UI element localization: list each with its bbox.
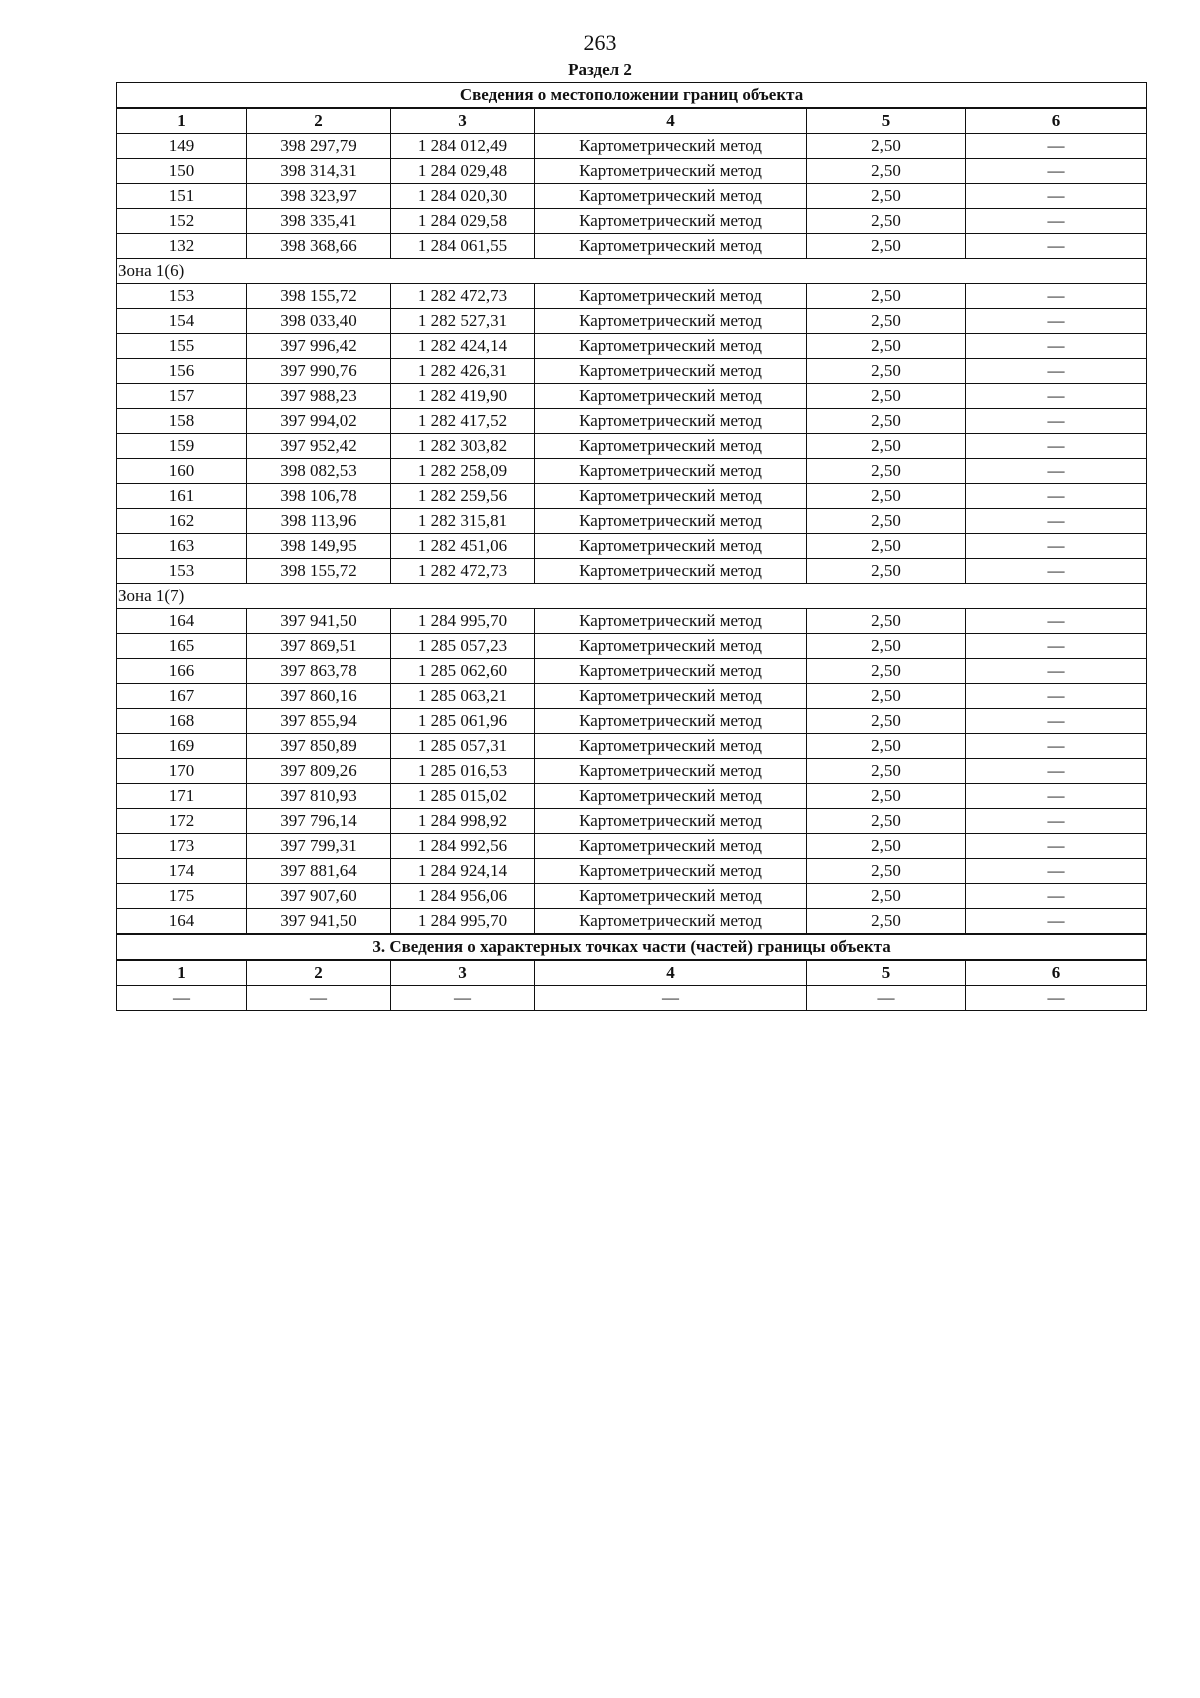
column-number-row — [117, 108, 1147, 134]
method-cell: Картометрический метод — [535, 684, 807, 709]
table-row — [117, 134, 1147, 159]
y-coordinate-cell: 1 282 259,56 — [391, 484, 535, 509]
x-coordinate-cell: 397 809,26 — [247, 759, 391, 784]
description-cell: — — [966, 734, 1147, 759]
method-cell: Картометрический метод — [535, 659, 807, 684]
y-coordinate-cell: 1 285 062,60 — [391, 659, 535, 684]
point-number-cell: 150 — [117, 159, 247, 184]
point-number-cell: 132 — [117, 234, 247, 259]
accuracy-cell: 2,50 — [807, 434, 966, 459]
description-cell: — — [966, 234, 1147, 259]
accuracy-cell: 2,50 — [807, 834, 966, 859]
description-cell: — — [966, 659, 1147, 684]
y-coordinate-cell: 1 282 417,52 — [391, 409, 535, 434]
method-cell: Картометрический метод — [535, 309, 807, 334]
description-cell: — — [966, 459, 1147, 484]
method-cell: Картометрический метод — [535, 184, 807, 209]
x-coordinate-cell: 397 996,42 — [247, 334, 391, 359]
y-coordinate-cell: 1 282 451,06 — [391, 534, 535, 559]
x-coordinate-cell: 398 314,31 — [247, 159, 391, 184]
table-row — [117, 184, 1147, 209]
x-coordinate-cell: 398 335,41 — [247, 209, 391, 234]
zone-row — [117, 584, 1147, 609]
section3-table-row — [117, 986, 1147, 1011]
column-number: 1 — [117, 108, 247, 134]
description-cell: — — [966, 284, 1147, 309]
description-cell: — — [966, 609, 1147, 634]
accuracy-cell: 2,50 — [807, 559, 966, 584]
accuracy-cell: 2,50 — [807, 709, 966, 734]
zone-label: Зона 1(6) — [117, 259, 1147, 284]
point-number-cell: 160 — [117, 459, 247, 484]
x-coordinate-cell: 398 323,97 — [247, 184, 391, 209]
table-row — [117, 309, 1147, 334]
point-number-cell: 165 — [117, 634, 247, 659]
description-cell: — — [966, 384, 1147, 409]
table-row — [117, 284, 1147, 309]
accuracy-cell: 2,50 — [807, 359, 966, 384]
table-row — [117, 759, 1147, 784]
column-number: 5 — [807, 108, 966, 134]
column-number: 1 — [117, 960, 247, 986]
point-number-cell: 161 — [117, 484, 247, 509]
accuracy-cell: 2,50 — [807, 909, 966, 935]
column-number: 4 — [535, 108, 807, 134]
accuracy-cell: 2,50 — [807, 509, 966, 534]
method-cell: Картометрический метод — [535, 459, 807, 484]
accuracy-cell: 2,50 — [807, 209, 966, 234]
x-coordinate-cell: 397 796,14 — [247, 809, 391, 834]
method-cell: Картометрический метод — [535, 859, 807, 884]
description-cell: — — [966, 184, 1147, 209]
accuracy-cell: 2,50 — [807, 884, 966, 909]
y-coordinate-cell: 1 284 995,70 — [391, 609, 535, 634]
point-number-cell: 152 — [117, 209, 247, 234]
description-cell: — — [966, 309, 1147, 334]
y-coordinate-cell: 1 282 527,31 — [391, 309, 535, 334]
method-cell: Картометрический метод — [535, 559, 807, 584]
section3-title-row — [117, 934, 1147, 960]
point-number-cell: 169 — [117, 734, 247, 759]
accuracy-cell: 2,50 — [807, 459, 966, 484]
method-cell: Картометрический метод — [535, 884, 807, 909]
accuracy-cell: 2,50 — [807, 634, 966, 659]
description-cell: — — [966, 359, 1147, 384]
y-coordinate-cell: 1 282 258,09 — [391, 459, 535, 484]
point-number-cell: 151 — [117, 184, 247, 209]
table-row — [117, 409, 1147, 434]
method-cell: Картометрический метод — [535, 709, 807, 734]
description-cell: — — [966, 409, 1147, 434]
point-number-cell: 171 — [117, 784, 247, 809]
description-cell: — — [966, 434, 1147, 459]
y-coordinate-cell: 1 282 303,82 — [391, 434, 535, 459]
section3-column-number-row — [117, 960, 1147, 986]
boundary-table — [116, 82, 1147, 1011]
description-cell: — — [966, 209, 1147, 234]
boundary-table-body — [117, 83, 1147, 1011]
description-cell: — — [966, 484, 1147, 509]
description-cell: — — [966, 159, 1147, 184]
accuracy-cell: 2,50 — [807, 759, 966, 784]
y-coordinate-cell: 1 284 029,48 — [391, 159, 535, 184]
point-number-cell: 154 — [117, 309, 247, 334]
accuracy-cell: 2,50 — [807, 534, 966, 559]
table-row — [117, 634, 1147, 659]
point-number-cell: 153 — [117, 284, 247, 309]
column-number: 3 — [391, 108, 535, 134]
point-number-cell: 164 — [117, 609, 247, 634]
x-coordinate-cell: 398 297,79 — [247, 134, 391, 159]
accuracy-cell: 2,50 — [807, 334, 966, 359]
point-number-cell: 175 — [117, 884, 247, 909]
method-cell: Картометрический метод — [535, 534, 807, 559]
accuracy-cell: 2,50 — [807, 384, 966, 409]
method-cell: Картометрический метод — [535, 909, 807, 935]
x-coordinate-cell: 398 113,96 — [247, 509, 391, 534]
table-row — [117, 859, 1147, 884]
column-number: 4 — [535, 960, 807, 986]
method-cell: Картометрический метод — [535, 359, 807, 384]
table-title-row — [117, 83, 1147, 109]
description-cell: — — [966, 634, 1147, 659]
x-coordinate-cell: 397 952,42 — [247, 434, 391, 459]
y-coordinate-cell: 1 282 472,73 — [391, 559, 535, 584]
x-coordinate-cell: 397 941,50 — [247, 909, 391, 935]
y-coordinate-cell: — — [391, 986, 535, 1011]
x-coordinate-cell: 397 863,78 — [247, 659, 391, 684]
method-cell: Картометрический метод — [535, 609, 807, 634]
y-coordinate-cell: 1 282 419,90 — [391, 384, 535, 409]
column-number: 5 — [807, 960, 966, 986]
x-coordinate-cell: 397 994,02 — [247, 409, 391, 434]
point-number-cell: 164 — [117, 909, 247, 935]
section-title: Раздел 2 — [568, 60, 632, 79]
table-row — [117, 509, 1147, 534]
column-number: 2 — [247, 108, 391, 134]
y-coordinate-cell: 1 284 061,55 — [391, 234, 535, 259]
point-number-cell: 170 — [117, 759, 247, 784]
table-row — [117, 434, 1147, 459]
point-number-cell: 158 — [117, 409, 247, 434]
table-row — [117, 209, 1147, 234]
column-number: 6 — [966, 960, 1147, 986]
description-cell: — — [966, 509, 1147, 534]
description-cell: — — [966, 884, 1147, 909]
x-coordinate-cell: 398 106,78 — [247, 484, 391, 509]
x-coordinate-cell: 398 155,72 — [247, 559, 391, 584]
y-coordinate-cell: 1 285 061,96 — [391, 709, 535, 734]
method-cell: Картометрический метод — [535, 759, 807, 784]
table-row — [117, 484, 1147, 509]
point-number-cell: 174 — [117, 859, 247, 884]
table-row — [117, 809, 1147, 834]
x-coordinate-cell: 397 855,94 — [247, 709, 391, 734]
table-row — [117, 684, 1147, 709]
table-row — [117, 359, 1147, 384]
method-cell: Картометрический метод — [535, 134, 807, 159]
x-coordinate-cell: 397 810,93 — [247, 784, 391, 809]
description-cell: — — [966, 784, 1147, 809]
method-cell: Картометрический метод — [535, 384, 807, 409]
x-coordinate-cell: 397 850,89 — [247, 734, 391, 759]
x-coordinate-cell: 398 155,72 — [247, 284, 391, 309]
y-coordinate-cell: 1 282 424,14 — [391, 334, 535, 359]
y-coordinate-cell: 1 285 057,23 — [391, 634, 535, 659]
y-coordinate-cell: 1 284 020,30 — [391, 184, 535, 209]
x-coordinate-cell: 398 149,95 — [247, 534, 391, 559]
x-coordinate-cell: 397 988,23 — [247, 384, 391, 409]
description-cell: — — [966, 134, 1147, 159]
table-title: Сведения о местоположении границ объекта — [117, 83, 1147, 109]
method-cell: Картометрический метод — [535, 209, 807, 234]
y-coordinate-cell: 1 284 924,14 — [391, 859, 535, 884]
description-cell: — — [966, 859, 1147, 884]
description-cell: — — [966, 684, 1147, 709]
x-coordinate-cell: 397 941,50 — [247, 609, 391, 634]
accuracy-cell: 2,50 — [807, 684, 966, 709]
method-cell: Картометрический метод — [535, 434, 807, 459]
accuracy-cell: 2,50 — [807, 159, 966, 184]
description-cell: — — [966, 534, 1147, 559]
method-cell: Картометрический метод — [535, 484, 807, 509]
y-coordinate-cell: 1 284 012,49 — [391, 134, 535, 159]
accuracy-cell: 2,50 — [807, 784, 966, 809]
point-number-cell: 153 — [117, 559, 247, 584]
method-cell: Картометрический метод — [535, 409, 807, 434]
y-coordinate-cell: 1 284 956,06 — [391, 884, 535, 909]
x-coordinate-cell: 397 860,16 — [247, 684, 391, 709]
accuracy-cell: 2,50 — [807, 859, 966, 884]
description-cell: — — [966, 759, 1147, 784]
point-number-cell: 162 — [117, 509, 247, 534]
accuracy-cell: 2,50 — [807, 734, 966, 759]
y-coordinate-cell: 1 285 016,53 — [391, 759, 535, 784]
table-row — [117, 734, 1147, 759]
page-number: 263 — [583, 30, 617, 55]
description-cell: — — [966, 986, 1147, 1011]
zone-row — [117, 259, 1147, 284]
method-cell: Картометрический метод — [535, 284, 807, 309]
table-row — [117, 659, 1147, 684]
method-cell: Картометрический метод — [535, 634, 807, 659]
table-row — [117, 559, 1147, 584]
point-number-cell: 149 — [117, 134, 247, 159]
point-number-cell: 167 — [117, 684, 247, 709]
y-coordinate-cell: 1 285 015,02 — [391, 784, 535, 809]
y-coordinate-cell: 1 284 995,70 — [391, 909, 535, 935]
point-number-cell: 166 — [117, 659, 247, 684]
table-row — [117, 384, 1147, 409]
y-coordinate-cell: 1 284 029,58 — [391, 209, 535, 234]
point-number-cell: 168 — [117, 709, 247, 734]
table-row — [117, 459, 1147, 484]
column-number: 2 — [247, 960, 391, 986]
accuracy-cell: 2,50 — [807, 234, 966, 259]
point-number-cell: — — [117, 986, 247, 1011]
y-coordinate-cell: 1 284 998,92 — [391, 809, 535, 834]
description-cell: — — [966, 809, 1147, 834]
method-cell: Картометрический метод — [535, 234, 807, 259]
point-number-cell: 163 — [117, 534, 247, 559]
table-row — [117, 334, 1147, 359]
description-cell: — — [966, 709, 1147, 734]
point-number-cell: 155 — [117, 334, 247, 359]
zone-label: Зона 1(7) — [117, 584, 1147, 609]
x-coordinate-cell: 398 033,40 — [247, 309, 391, 334]
point-number-cell: 172 — [117, 809, 247, 834]
y-coordinate-cell: 1 285 057,31 — [391, 734, 535, 759]
y-coordinate-cell: 1 282 315,81 — [391, 509, 535, 534]
point-number-cell: 173 — [117, 834, 247, 859]
x-coordinate-cell: 397 881,64 — [247, 859, 391, 884]
table-row — [117, 884, 1147, 909]
description-cell: — — [966, 334, 1147, 359]
table-row — [117, 909, 1147, 935]
x-coordinate-cell: 398 368,66 — [247, 234, 391, 259]
y-coordinate-cell: 1 282 472,73 — [391, 284, 535, 309]
x-coordinate-cell: 398 082,53 — [247, 459, 391, 484]
x-coordinate-cell: 397 907,60 — [247, 884, 391, 909]
x-coordinate-cell: 397 799,31 — [247, 834, 391, 859]
x-coordinate-cell: 397 990,76 — [247, 359, 391, 384]
table-row — [117, 834, 1147, 859]
accuracy-cell: 2,50 — [807, 659, 966, 684]
section3-title: 3. Сведения о характерных точках части (частей) границы объекта — [117, 934, 1147, 960]
accuracy-cell: 2,50 — [807, 609, 966, 634]
column-number: 6 — [966, 108, 1147, 134]
accuracy-cell: — — [807, 986, 966, 1011]
accuracy-cell: 2,50 — [807, 409, 966, 434]
table-row — [117, 534, 1147, 559]
x-coordinate-cell: — — [247, 986, 391, 1011]
table-row — [117, 159, 1147, 184]
description-cell: — — [966, 559, 1147, 584]
accuracy-cell: 2,50 — [807, 284, 966, 309]
accuracy-cell: 2,50 — [807, 309, 966, 334]
y-coordinate-cell: 1 285 063,21 — [391, 684, 535, 709]
y-coordinate-cell: 1 282 426,31 — [391, 359, 535, 384]
method-cell: Картометрический метод — [535, 509, 807, 534]
table-row — [117, 234, 1147, 259]
accuracy-cell: 2,50 — [807, 134, 966, 159]
method-cell: — — [535, 986, 807, 1011]
point-number-cell: 159 — [117, 434, 247, 459]
description-cell: — — [966, 909, 1147, 935]
method-cell: Картометрический метод — [535, 809, 807, 834]
method-cell: Картометрический метод — [535, 334, 807, 359]
method-cell: Картометрический метод — [535, 784, 807, 809]
point-number-cell: 157 — [117, 384, 247, 409]
accuracy-cell: 2,50 — [807, 809, 966, 834]
accuracy-cell: 2,50 — [807, 484, 966, 509]
table-row — [117, 784, 1147, 809]
table-row — [117, 609, 1147, 634]
accuracy-cell: 2,50 — [807, 184, 966, 209]
method-cell: Картометрический метод — [535, 734, 807, 759]
y-coordinate-cell: 1 284 992,56 — [391, 834, 535, 859]
table-row — [117, 709, 1147, 734]
point-number-cell: 156 — [117, 359, 247, 384]
description-cell: — — [966, 834, 1147, 859]
method-cell: Картометрический метод — [535, 159, 807, 184]
column-number: 3 — [391, 960, 535, 986]
method-cell: Картометрический метод — [535, 834, 807, 859]
x-coordinate-cell: 397 869,51 — [247, 634, 391, 659]
